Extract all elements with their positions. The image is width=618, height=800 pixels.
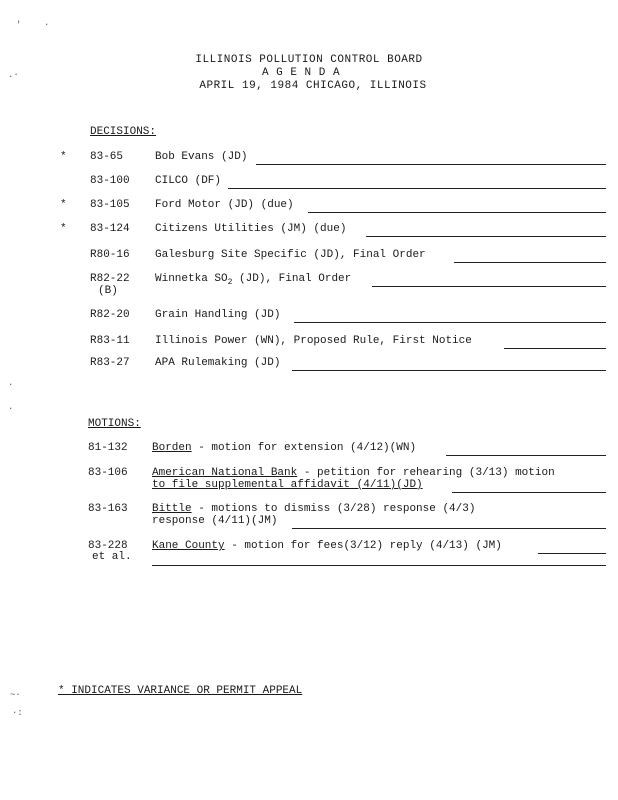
entry-line [292, 370, 606, 371]
agenda-item-text: APA Rulemaking (JD) [155, 357, 281, 369]
docket-subpart: (B) [98, 285, 118, 297]
docket-number: R83-27 [90, 357, 130, 369]
motion-text: American National Bank - petition for rehearing (3/13) motion [152, 467, 555, 479]
entry-line [372, 286, 606, 287]
docket-number: 83-65 [90, 151, 124, 163]
entry-line [446, 455, 606, 456]
agenda-item-text: Ford Motor (JD) (due) [155, 199, 294, 211]
scan-mark: ·: [12, 708, 23, 718]
entry-line [504, 348, 606, 349]
agenda-title: A G E N D A [261, 67, 341, 79]
scan-mark: ~· [10, 690, 21, 700]
entry-line [308, 212, 606, 213]
party-name: Bittle [152, 503, 192, 515]
party-name: Borden [152, 442, 192, 454]
agenda-item-text: CILCO (DF) [155, 175, 222, 187]
motion-text-continued: response (4/11)(JM) [152, 515, 278, 527]
entry-line [292, 528, 606, 529]
docket-number: R82-22 [90, 273, 130, 285]
motion-text: Bittle - motions to dismiss (3/28) response (4/3) [152, 503, 476, 515]
agenda-item-text: Winnetka $SO_2$ (JD), Final Order [155, 273, 352, 288]
entry-line [538, 553, 606, 554]
entry-line [366, 236, 606, 237]
docket-number: R83-11 [90, 335, 130, 347]
scan-mark: · [8, 380, 14, 390]
entry-line [256, 164, 606, 165]
footnote: * INDICATES VARIANCE OR PERMIT APPEAL [58, 685, 303, 697]
docket-number: R80-16 [90, 249, 130, 261]
entry-line [294, 322, 606, 323]
agenda-item-text: Citizens Utilities (JM) (due) [155, 223, 347, 235]
motions-heading: MOTIONS: [88, 418, 141, 430]
party-name: Kane County [152, 540, 225, 552]
board-title: ILLINOIS POLLUTION CONTROL BOARD [195, 54, 423, 66]
docket-number: 83-163 [88, 503, 128, 515]
docket-number: 83-228 [88, 540, 128, 552]
motion-text: Borden - motion for extension (4/12)(WN) [152, 442, 417, 454]
scan-mark: · [8, 404, 14, 414]
agenda-item-text: Grain Handling (JD) [155, 309, 281, 321]
agenda-item-text: Galesburg Site Specific (JD), Final Order [155, 249, 426, 261]
decisions-heading: DECISIONS: [90, 126, 157, 138]
variance-star: * [60, 199, 67, 211]
docket-number: 83-105 [90, 199, 130, 211]
motion-text-continued: to file supplemental affidavit (4/11)(JD) [152, 479, 423, 491]
party-name: American National Bank [152, 467, 298, 479]
agenda-item-text: Illinois Power (WN), Proposed Rule, First Notice [155, 335, 472, 347]
agenda-item-text: Bob Evans (JD) [155, 151, 248, 163]
entry-line [228, 188, 606, 189]
docket-number: 81-132 [88, 442, 128, 454]
meeting-date-location: APRIL 19, 1984 CHICAGO, ILLINOIS [199, 80, 427, 92]
scan-mark: .· [8, 70, 19, 80]
variance-star: * [60, 223, 67, 235]
docket-number: R82-20 [90, 309, 130, 321]
docket-number: 83-100 [90, 175, 130, 187]
entry-line [454, 262, 606, 263]
scan-mark: ' [16, 20, 22, 30]
docket-et-al: et al. [92, 551, 132, 563]
entry-line [452, 492, 606, 493]
motion-text: Kane County - motion for fees(3/12) reply (4/13) (JM) [152, 540, 502, 552]
docket-number: 83-106 [88, 467, 128, 479]
scan-mark: · [44, 20, 50, 30]
variance-star: * [60, 151, 67, 163]
entry-line [152, 565, 606, 566]
docket-number: 83-124 [90, 223, 130, 235]
